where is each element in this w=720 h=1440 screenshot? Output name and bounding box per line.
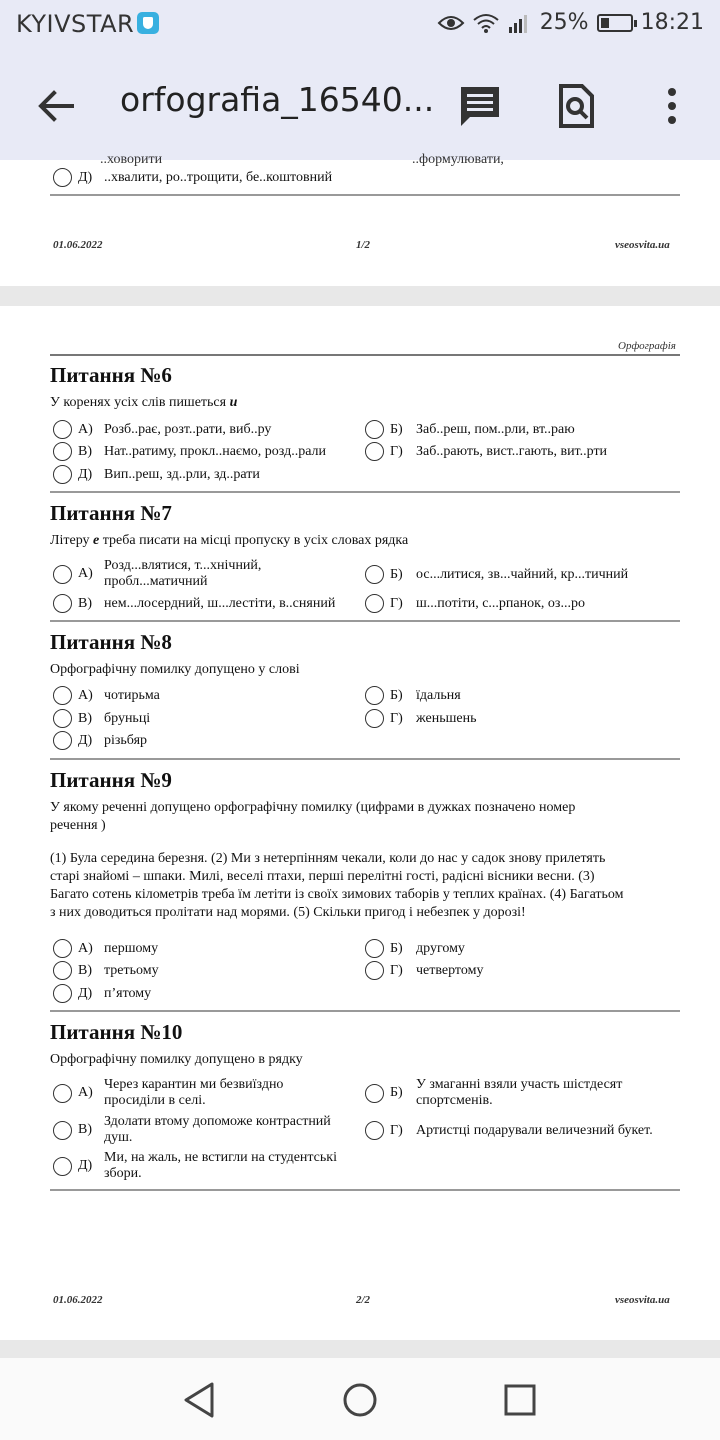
footer-page: 1/2 (356, 239, 371, 251)
divider (50, 354, 680, 356)
radio-button[interactable] (53, 984, 72, 1003)
back-arrow-icon[interactable] (32, 82, 80, 130)
radio-button[interactable] (53, 961, 72, 980)
question-8-title: Питання №8 (50, 630, 172, 654)
radio-button[interactable] (53, 939, 72, 958)
divider (50, 1189, 680, 1191)
question-6-title: Питання №6 (50, 363, 172, 387)
footer-site: vseosvita.ua (615, 239, 670, 251)
question-8-text: Орфографічну помилку допущено у слові (50, 662, 300, 677)
q7-option-b[interactable]: Б) ос...литися, зв...чайний, кр...тичний (365, 565, 628, 584)
q7-option-d[interactable]: Г) ш...потіти, с...рпанок, оз...ро (365, 594, 585, 613)
radio-button[interactable] (53, 1084, 72, 1103)
question-10-text: Орфографічну помилку допущено в рядку (50, 1052, 303, 1067)
nav-recents-icon[interactable] (498, 1378, 542, 1422)
radio-button[interactable] (53, 565, 72, 584)
q7-option-a[interactable]: А) Розд...влятися, т...хнічний, пробл...матичний (53, 558, 353, 590)
radio-button[interactable] (365, 686, 384, 705)
radio-button[interactable] (53, 465, 72, 484)
cut-text-left: ..ховорити (100, 152, 163, 167)
q7-option-c[interactable]: В) нем...лосердний, ш...лестіти, в..сняний (53, 594, 335, 613)
q10-option-e[interactable]: Д) Ми, на жаль, не встигли на студентські збори. (53, 1150, 364, 1182)
radio-button[interactable] (365, 939, 384, 958)
radio-button[interactable] (53, 420, 72, 439)
radio-button[interactable] (53, 442, 72, 461)
radio-button[interactable] (365, 1084, 384, 1103)
question-9-title: Питання №9 (50, 768, 172, 792)
app-bar (0, 60, 720, 150)
q10-option-a[interactable]: А) Через карантин ми безвиїздно просиділи в селі. (53, 1077, 344, 1109)
signal-icon (508, 13, 532, 33)
q6-option-d[interactable]: Г) Заб..рають, вист..гають, вит..рти (365, 442, 607, 461)
radio-button[interactable] (53, 686, 72, 705)
question-7-title: Питання №7 (50, 501, 172, 525)
navigation-bar (0, 1358, 720, 1440)
q8-option-e[interactable]: Д) різьбяр (53, 731, 147, 750)
q6-option-a[interactable]: А) Розб..рає, розт..рати, виб..ру (53, 420, 271, 439)
page-header: Орфографія (618, 340, 676, 352)
radio-button[interactable] (365, 961, 384, 980)
q8-option-a[interactable]: А) чотирьма (53, 686, 160, 705)
q6-option-b[interactable]: Б) Заб..реш, пом..рли, вт..раю (365, 420, 575, 439)
status-icons (438, 10, 704, 35)
divider (50, 491, 680, 493)
divider (50, 1010, 680, 1012)
pdf-page-1 (0, 152, 720, 286)
clock: 18:21 (640, 10, 704, 35)
nav-home-icon[interactable] (338, 1378, 382, 1422)
divider (50, 194, 680, 196)
radio-button[interactable] (53, 1121, 72, 1140)
radio-button[interactable] (53, 709, 72, 728)
option-d[interactable]: Д) ..хвалити, ро..трощити, бе..коштовний (53, 168, 332, 187)
footer-date: 01.06.2022 (53, 1294, 103, 1306)
question-9-text: У якому реченні допущено орфографічну помилку (цифрами в дужках позначено номер речення ) (50, 800, 576, 833)
q6-option-c[interactable]: В) Нат..ратиму, прокл..наємо, розд..рали (53, 442, 326, 461)
q8-option-d[interactable]: Г) женьшень (365, 709, 476, 728)
battery-percent: 25% (539, 10, 589, 35)
document-title: orfografia_16540... (120, 80, 435, 119)
shield-icon (137, 12, 159, 34)
radio-button[interactable] (365, 1121, 384, 1140)
q10-option-d[interactable]: Г) Артистці подарували величезний букет. (365, 1121, 653, 1140)
q9-option-a[interactable]: А) першому (53, 939, 158, 958)
question-10-title: Питання №10 (50, 1020, 183, 1044)
radio-button[interactable] (53, 731, 72, 750)
radio-button[interactable] (53, 168, 72, 187)
divider (50, 758, 680, 760)
radio-button[interactable] (365, 709, 384, 728)
nav-back-icon[interactable] (178, 1378, 222, 1422)
divider (50, 620, 680, 622)
pdf-page-2 (0, 306, 720, 1340)
footer-site: vseosvita.ua (615, 1294, 670, 1306)
q10-option-b[interactable]: Б) У змаганні взяли участь шістдесят спортсменів. (365, 1077, 666, 1109)
q9-option-e[interactable]: Д) п’ятому (53, 984, 151, 1003)
cut-text-right: ..формулювати, (412, 152, 504, 167)
q9-option-b[interactable]: Б) другому (365, 939, 465, 958)
q9-option-d[interactable]: Г) четвертому (365, 961, 483, 980)
carrier (16, 10, 159, 38)
radio-button[interactable] (53, 1157, 72, 1176)
carrier-name: KYIVSTAR (16, 10, 135, 38)
top-bar (0, 0, 720, 160)
radio-button[interactable] (365, 594, 384, 613)
question-6-text: У коренях усіх слів пишеться и (50, 395, 238, 410)
q8-option-c[interactable]: В) бруньці (53, 709, 150, 728)
radio-button[interactable] (365, 420, 384, 439)
eye-icon (438, 13, 464, 33)
footer-date: 01.06.2022 (53, 239, 103, 251)
q6-option-e[interactable]: Д) Вип..реш, зд..рли, зд..рати (53, 465, 260, 484)
radio-button[interactable] (53, 594, 72, 613)
comment-icon[interactable] (456, 82, 504, 130)
more-vert-icon[interactable] (648, 82, 696, 130)
q10-option-c[interactable]: В) Здолати втому допоможе контрастний душ. (53, 1114, 354, 1146)
status-bar (0, 0, 720, 50)
q8-option-b[interactable]: Б) їдальня (365, 686, 461, 705)
question-9-passage: (1) Була середина березня. (2) Ми з нетерпінням чекали, коли до нас у садок знову прилетять старі знайомі – шпаки. Милі, веселі птахи, перші перелітні гості, радісні вісники весни. (3) Багато сотень кілометрів треба їм летіти із своїх зимових таборів у теплих країнах. (4) Багатьом з них доводиться пролітати над морями. (5) Скільки пригод і небезпек у дорозі! (50, 851, 624, 920)
radio-button[interactable] (365, 442, 384, 461)
battery-icon (597, 14, 633, 32)
q9-option-c[interactable]: В) третьому (53, 961, 159, 980)
find-in-page-icon[interactable] (552, 82, 600, 130)
question-7-text: Літеру е треба писати на місці пропуску в усіх словах рядка (50, 533, 409, 548)
radio-button[interactable] (365, 565, 384, 584)
footer-page: 2/2 (356, 1294, 371, 1306)
wifi-icon (472, 12, 500, 34)
